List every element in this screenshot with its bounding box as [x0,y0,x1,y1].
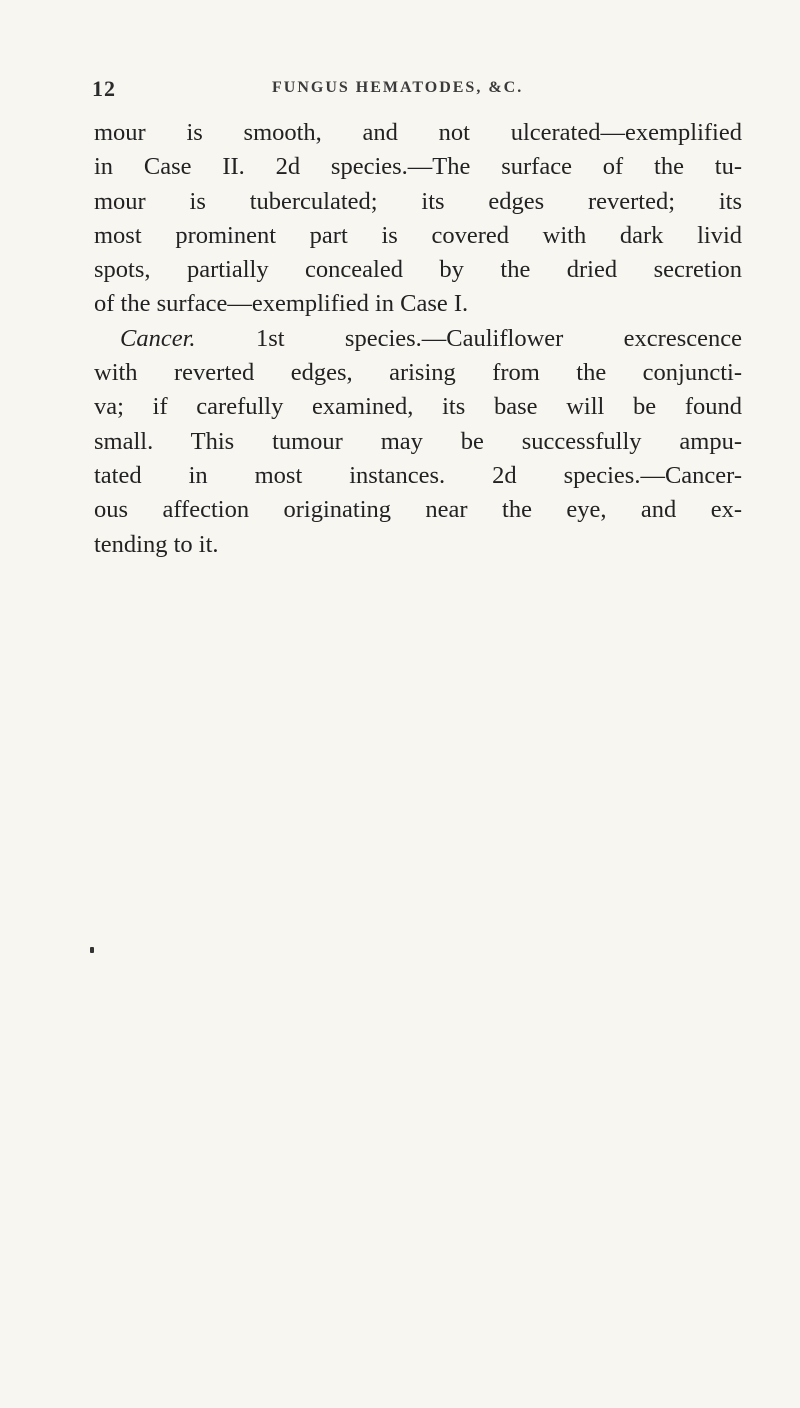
running-title: FUNGUS HEMATODES, &C. [272,79,524,96]
ink-speck [90,947,94,953]
text-line: va; if carefully examined, its base will be found [94,393,742,421]
text-line: most prominent part is covered with dark livid [94,221,742,249]
text-line: with reverted edges, arising from the conjuncti- [94,359,742,387]
running-head [92,76,742,106]
text-line: mour is tuberculated; its edges reverted; its [94,187,742,215]
cancer-line-text: 1st species.—Cauliflower excrescence [255,324,742,352]
text-line: ous affection originating near the eye, and ex- [94,496,742,524]
body-text [94,116,742,562]
text-line-cancer [94,322,742,356]
text-line: small. This tumour may be successfully ampu- [94,427,742,455]
text-line: tated in most instances. 2d species.—Cancer- [94,461,742,489]
text-line: in Case II. 2d species.—The surface of the tu- [94,153,742,181]
cancer-heading: Cancer. [120,324,196,352]
text-line: mour is smooth, and not ulcerated—exemplified [94,119,742,146]
text-line: spots, partially concealed by the dried secretion [94,256,742,284]
text-line: of the surface—exemplified in Case I. [94,290,469,318]
page-number: 12 [92,76,116,101]
text-line: tending to it. [94,530,219,558]
